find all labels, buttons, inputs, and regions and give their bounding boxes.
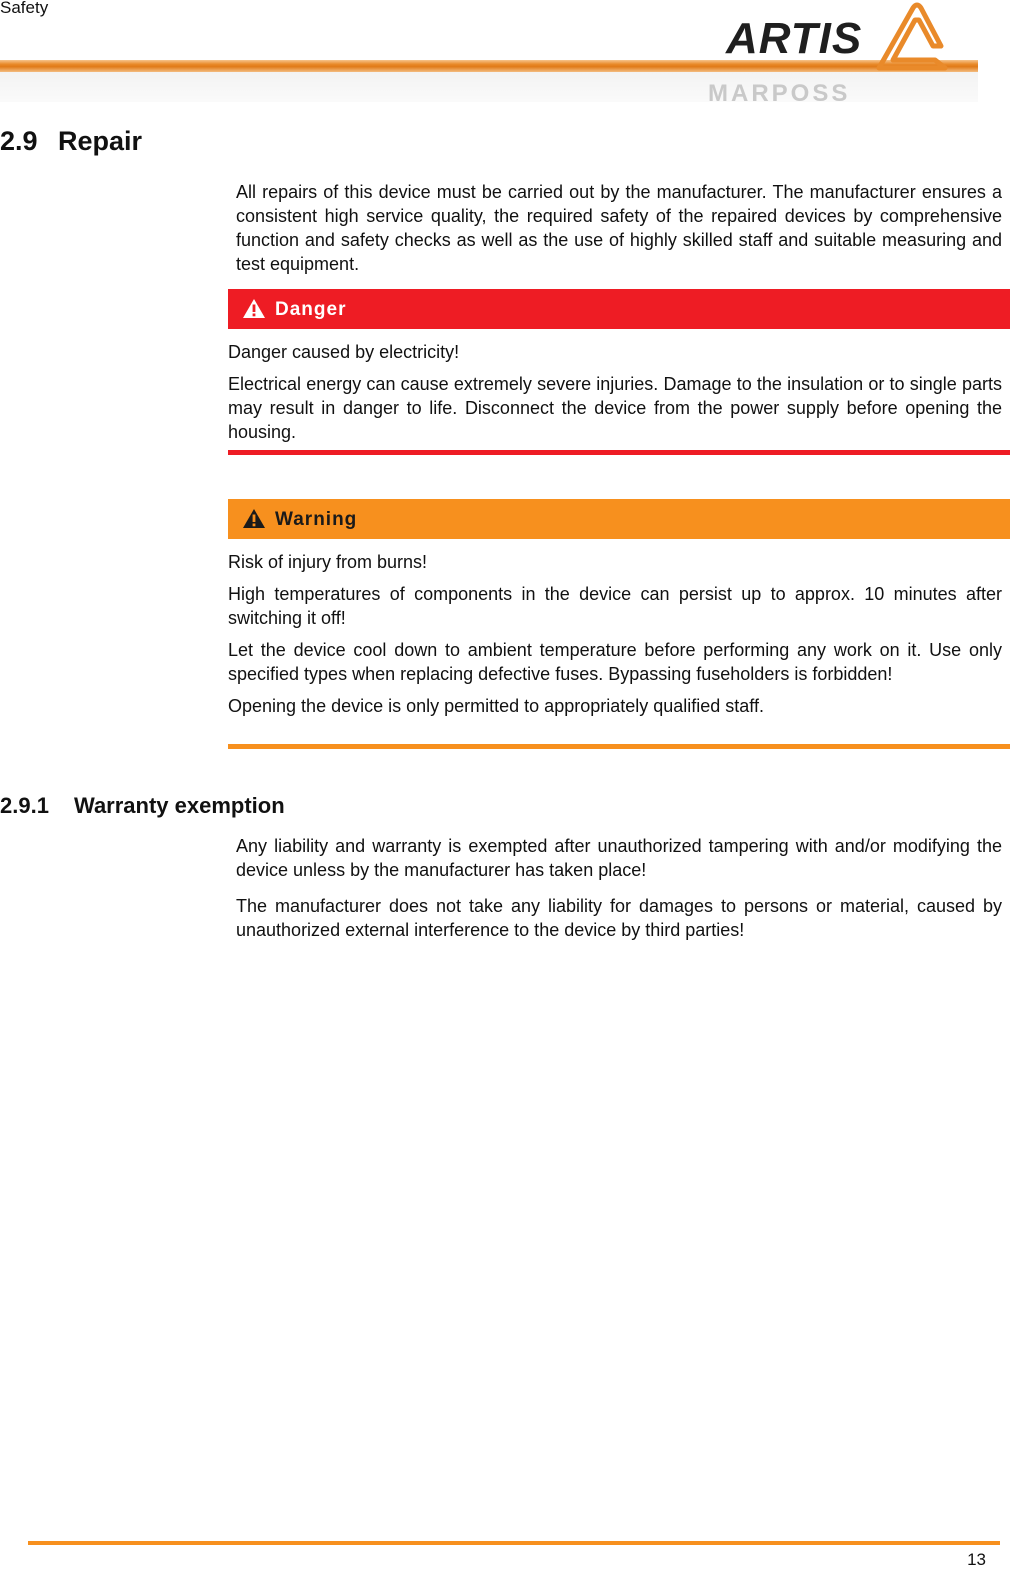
subsection-number: 2.9.1 xyxy=(0,793,49,818)
warning-rule xyxy=(228,744,1010,749)
warning-triangle-icon xyxy=(242,298,266,319)
subsection-title: Warranty exemption xyxy=(74,793,285,818)
warranty-paragraph-1: Any liability and warranty is exempted after unauthorized tampering with and/or modifying the device unless by the manufacturer has taken place! xyxy=(236,836,1002,880)
warranty-paragraph-2: The manufacturer does not take any liability for damages to persons or material, caused by unauthorized external interference to the device by third parties! xyxy=(236,896,1002,940)
danger-label: Danger xyxy=(275,299,347,320)
warning-banner xyxy=(228,499,1010,539)
warning-paragraph-1: High temperatures of components in the device can persist up to approx. 10 minutes after switching it off! xyxy=(228,584,1002,628)
danger-body xyxy=(228,340,1002,452)
warning-body xyxy=(228,550,1002,726)
warning-label: Warning xyxy=(275,509,358,530)
page-number: 13 xyxy=(967,1550,986,1569)
warning-triangle-icon xyxy=(242,508,266,529)
footer-rule xyxy=(28,1541,1000,1545)
logo-brand: ARTIS xyxy=(726,14,863,63)
section-heading xyxy=(0,126,142,157)
danger-rule xyxy=(228,450,1010,455)
warning-paragraph-2: Let the device cool down to ambient temperature before performing any work on it. Use only specified types when replacing defective fuses. Bypassing fuseholders is forbidden! xyxy=(228,640,1002,684)
logo-triangle-mark xyxy=(875,2,975,82)
warning-heading: Risk of injury from burns! xyxy=(228,552,428,572)
subsection-heading xyxy=(0,793,285,819)
section-title: Repair xyxy=(58,126,143,156)
warning-paragraph-3: Opening the device is only permitted to appropriately qualified staff. xyxy=(228,696,764,716)
running-header: Safety xyxy=(0,0,49,17)
artis-marposs-logo xyxy=(700,0,980,106)
danger-banner xyxy=(228,289,1010,329)
section-number: 2.9 xyxy=(0,126,38,156)
danger-paragraph: Electrical energy can cause extremely severe injuries. Damage to the insulation or to single parts may result in danger to life. Disconnect the device from the power supply before opening the housing. xyxy=(228,374,1002,442)
repair-paragraph: All repairs of this device must be carried out by the manufacturer. The manufacturer ensures a consistent high service quality, the required safety of the repaired devices by comprehensive function and safety checks as well as the use of highly skilled staff and suitable measuring and test equipment. xyxy=(236,182,1002,274)
logo-subbrand: MARPOSS xyxy=(708,80,851,107)
danger-heading: Danger caused by electricity! xyxy=(228,342,460,362)
